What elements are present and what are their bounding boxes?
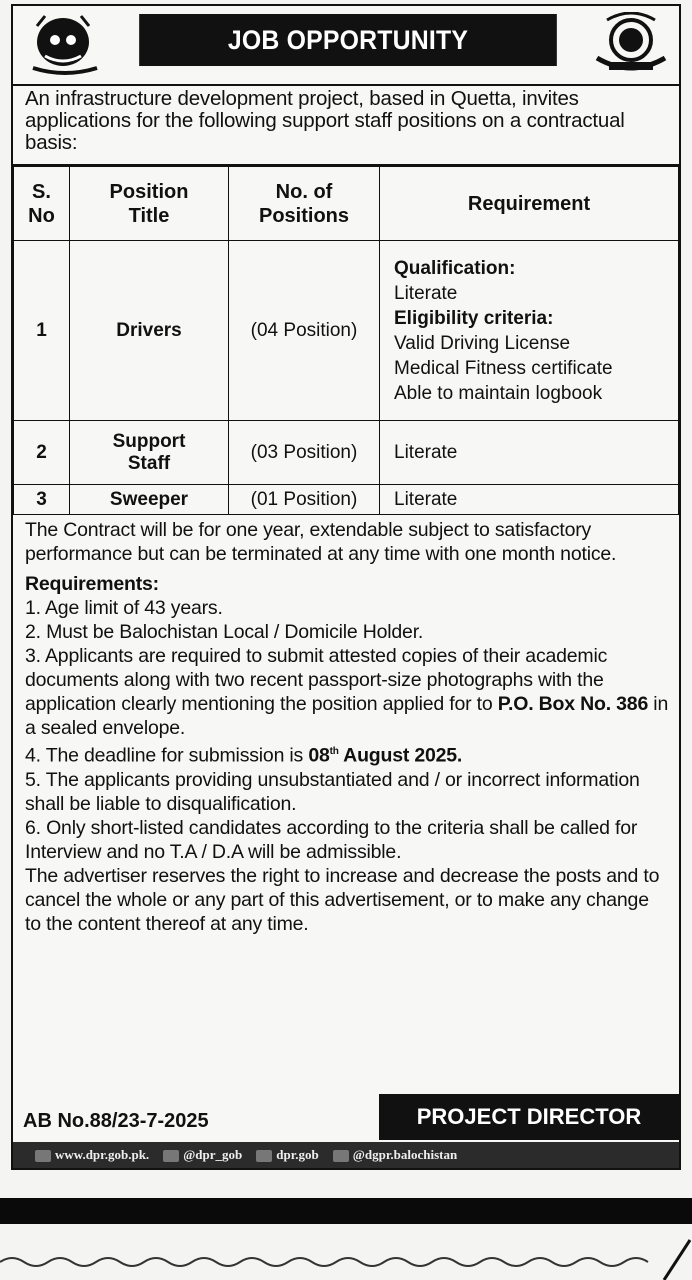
row-position-title: Drivers (70, 241, 229, 421)
row-position-title: Support Staff (70, 421, 229, 485)
eligibility-item: Able to maintain logbook (394, 382, 603, 404)
ad-header (13, 6, 679, 86)
facebook-link[interactable]: @dgpr.balochistan (333, 1147, 457, 1163)
table-row (14, 421, 679, 485)
requirement-item: 3. Applicants are required to submit attested copies of their academic documents along with two recent passport-size photographs with the application clearly mentioning the position applied for to P.O. Box No. 386 in a sealed envelope. (25, 645, 669, 739)
eligibility-label: Eligibility criteria: (394, 307, 554, 329)
row-positions-count: (04 Position) (229, 241, 380, 421)
header-position-title: Position Title (70, 167, 229, 241)
ad-body (13, 515, 679, 936)
contract-paragraph: The Contract will be for one year, extendable subject to satisfactory performance but can be terminated at any time with one month notice. (25, 519, 617, 565)
requirements-heading: Requirements: (25, 573, 159, 595)
row-requirement: Literate (380, 485, 679, 515)
website-link[interactable]: www.dpr.gob.pk. (35, 1147, 149, 1163)
instagram-link[interactable]: dpr.gob (256, 1147, 319, 1163)
requirement-item: 5. The applicants providing unsubstantiated and / or incorrect information shall be liable to disqualification. (25, 768, 640, 815)
row-sno: 1 (14, 241, 70, 421)
header-sno: S. No (14, 167, 70, 241)
twitter-icon (163, 1150, 179, 1162)
social-links-bar (13, 1142, 679, 1168)
eligibility-item: Valid Driving License (394, 332, 571, 354)
qualification-value: Literate (394, 282, 458, 304)
intro-paragraph: An infrastructure development project, based in Quetta, invites applications for the following support staff positions on a contractual basis: (13, 86, 679, 166)
ad-footer (13, 1100, 679, 1130)
requirement-item: 1. Age limit of 43 years. (25, 597, 223, 619)
job-advertisement (11, 4, 681, 1170)
eligibility-item: Medical Fitness certificate (394, 357, 613, 379)
header-requirement: Requirement (380, 167, 679, 241)
instagram-icon (256, 1150, 272, 1162)
header-no-of-positions: No. of Positions (229, 167, 380, 241)
positions-table (13, 166, 679, 515)
closing-paragraph: The advertiser reserves the right to increase and decrease the posts and to cancel the whole or any part of this advertisement, or to make any change to the content thereof at any time. (25, 864, 660, 935)
twitter-link[interactable]: @dpr_gob (163, 1147, 242, 1163)
row-positions-count: (01 Position) (229, 485, 380, 515)
row-requirement (380, 241, 679, 421)
row-requirement: Literate (380, 421, 679, 485)
globe-icon (35, 1150, 51, 1162)
table-row (14, 485, 679, 515)
facebook-icon (333, 1150, 349, 1162)
row-sno: 2 (14, 421, 70, 485)
government-emblem-icon (25, 12, 105, 76)
table-row (14, 241, 679, 421)
decorative-wave-border (0, 1226, 692, 1280)
requirement-item: 4. The deadline for submission is 08th August 2025. (25, 744, 463, 767)
qualification-label: Qualification: (394, 257, 516, 279)
signatory-box: PROJECT DIRECTOR (379, 1094, 679, 1140)
page-title: JOB OPPORTUNITY (139, 14, 557, 66)
ab-number: AB No.88/23-7-2025 (23, 1110, 209, 1132)
row-sno: 3 (14, 485, 70, 515)
row-position-title: Sweeper (70, 485, 229, 515)
table-header-row (14, 167, 679, 241)
requirement-item: 2. Must be Balochistan Local / Domicile Holder. (25, 621, 424, 643)
requirement-item: 6. Only short-listed candidates according to the criteria shall be called for Interview and no T.A / D.A will be admissible. (25, 816, 638, 863)
row-positions-count: (03 Position) (229, 421, 380, 485)
department-seal-icon (593, 12, 669, 76)
newspaper-divider (0, 1198, 692, 1224)
